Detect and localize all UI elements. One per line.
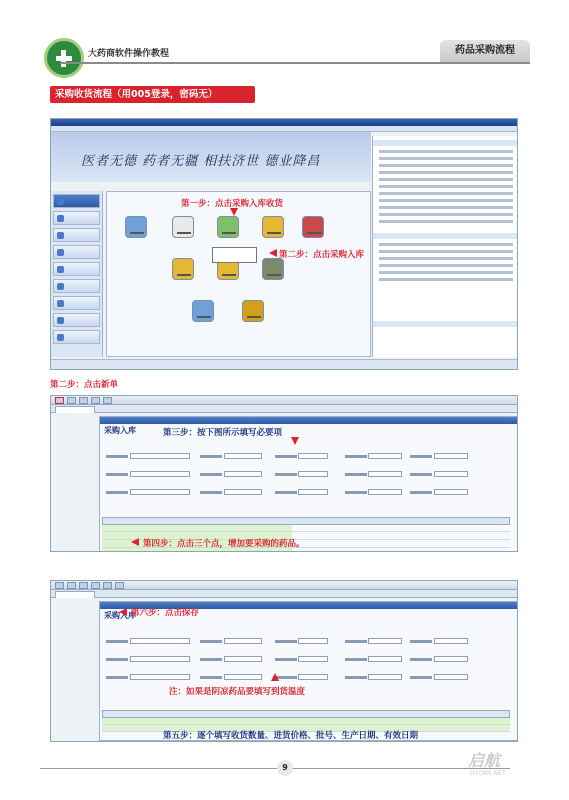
module-icon[interactable] xyxy=(172,258,194,280)
toolbar-button[interactable] xyxy=(91,582,100,589)
module-icon[interactable] xyxy=(172,216,194,238)
form-field[interactable] xyxy=(368,471,402,477)
toolbar-button[interactable] xyxy=(67,582,76,589)
form-title: 采购入库 xyxy=(104,611,136,620)
new-order-button[interactable] xyxy=(55,397,64,404)
item-grid-header xyxy=(102,710,510,718)
module-panel xyxy=(106,191,371,357)
section-tab: 药品采购流程 xyxy=(440,40,530,62)
form-field[interactable] xyxy=(434,453,468,459)
module-icon[interactable] xyxy=(125,216,147,238)
toolbar xyxy=(51,396,517,405)
form-field[interactable] xyxy=(298,471,328,477)
tab-strip xyxy=(51,405,517,413)
nav-item[interactable] xyxy=(53,245,100,259)
module-icon[interactable] xyxy=(302,216,324,238)
arrow-left-icon xyxy=(119,608,127,616)
form-field[interactable] xyxy=(130,471,190,477)
watermark-url: DTCMS.NET xyxy=(470,770,506,777)
form-field[interactable] xyxy=(130,674,190,680)
cross-logo-icon xyxy=(44,38,84,78)
section-banner: 采购收货流程（用005登录，密码无） xyxy=(50,86,255,103)
nav-item[interactable] xyxy=(53,279,100,293)
module-icon[interactable] xyxy=(262,216,284,238)
step4-label: 第四步：点击三个点，增加要采购的药品。 xyxy=(143,539,305,549)
status-bar xyxy=(51,359,517,369)
form-field[interactable] xyxy=(368,638,402,644)
nav-item[interactable] xyxy=(53,194,100,208)
module-icon[interactable] xyxy=(192,300,214,322)
toolbar-button[interactable] xyxy=(103,582,112,589)
form-field[interactable] xyxy=(130,656,190,662)
form-field[interactable] xyxy=(224,471,262,477)
form-field[interactable] xyxy=(434,656,468,662)
form-title: 采购入库 xyxy=(104,426,136,435)
purchase-entry-form xyxy=(99,416,518,552)
form-field[interactable] xyxy=(434,489,468,495)
arrow-up-icon xyxy=(271,673,279,681)
purchase-popup-menu[interactable] xyxy=(212,247,257,263)
nav-item[interactable] xyxy=(53,211,100,225)
header-divider xyxy=(60,62,530,64)
nav-item[interactable] xyxy=(53,262,100,276)
form-field[interactable] xyxy=(434,471,468,477)
form-field[interactable] xyxy=(130,638,190,644)
form-field[interactable] xyxy=(130,453,190,459)
arrow-left-icon xyxy=(131,538,139,546)
form-field[interactable] xyxy=(298,674,328,680)
form-field[interactable] xyxy=(368,489,402,495)
new-order-step-label: 第二步：点击新单 xyxy=(50,380,119,390)
window-titlebar xyxy=(51,119,517,126)
form-field[interactable] xyxy=(224,674,262,680)
nav-item[interactable] xyxy=(53,296,100,310)
page-number: 9 xyxy=(277,760,293,776)
form-field[interactable] xyxy=(368,674,402,680)
arrow-down-icon xyxy=(291,437,299,445)
purchase-entry-form xyxy=(99,601,518,741)
main-menu-screenshot xyxy=(50,118,518,370)
toolbar-button[interactable] xyxy=(115,582,124,589)
step3-label: 第三步：按下图所示填写必要项 xyxy=(163,428,283,438)
tab-strip xyxy=(51,590,517,598)
form-field[interactable] xyxy=(224,638,262,644)
table-row[interactable] xyxy=(102,525,510,532)
nav-item[interactable] xyxy=(53,330,100,344)
form-field[interactable] xyxy=(130,489,190,495)
form-field[interactable] xyxy=(298,656,328,662)
step2-label: 第二步：点击采购入库 xyxy=(279,250,365,260)
table-row[interactable] xyxy=(102,718,510,725)
step6-label: 第六步：点击保存 xyxy=(131,608,200,618)
watermark-logo: 启航 xyxy=(468,751,501,770)
step1-label: 第一步：点击采购入库收货 xyxy=(181,199,284,209)
page-header xyxy=(0,0,569,70)
form-field[interactable] xyxy=(434,674,468,680)
module-icon[interactable] xyxy=(242,300,264,322)
toolbar-button[interactable] xyxy=(55,582,64,589)
nav-item[interactable] xyxy=(53,313,100,327)
toolbar-button[interactable] xyxy=(91,397,100,404)
toolbar-button[interactable] xyxy=(103,397,112,404)
purchase-receive-icon[interactable] xyxy=(217,216,239,238)
form-field[interactable] xyxy=(368,453,402,459)
cool-storage-note: 注：如果是阴凉药品要填写到货温度 xyxy=(169,687,306,697)
form-field[interactable] xyxy=(434,638,468,644)
toolbar xyxy=(51,581,517,590)
calligraphy-banner xyxy=(51,132,371,182)
step5-label: 第五步：逐个填写收货数量、进货价格、批号、生产日期、有效日期 xyxy=(163,731,419,741)
arrow-down-icon xyxy=(230,208,238,216)
brand-title: 大药商软件操作教程 xyxy=(88,49,170,59)
form-field[interactable] xyxy=(224,489,262,495)
toolbar-button[interactable] xyxy=(79,397,88,404)
form-field[interactable] xyxy=(368,656,402,662)
footer-divider xyxy=(40,768,510,769)
purchase-form-screenshot-2 xyxy=(50,580,518,742)
module-icon[interactable] xyxy=(262,258,284,280)
form-field[interactable] xyxy=(224,453,262,459)
form-field[interactable] xyxy=(298,489,328,495)
arrow-left-icon xyxy=(269,249,277,257)
form-field[interactable] xyxy=(298,453,328,459)
form-field[interactable] xyxy=(298,638,328,644)
item-grid-header xyxy=(102,517,510,525)
form-field[interactable] xyxy=(224,656,262,662)
notice-pane xyxy=(372,136,518,357)
form-titlebar xyxy=(100,417,518,424)
left-nav xyxy=(51,191,103,357)
nav-item[interactable] xyxy=(53,228,100,242)
toolbar-button[interactable] xyxy=(79,582,88,589)
calligraphy-text: 医者无德 药者无疆 相扶济世 德业降昌 xyxy=(81,154,321,169)
toolbar-button[interactable] xyxy=(67,397,76,404)
purchase-form-screenshot-1 xyxy=(50,395,518,552)
